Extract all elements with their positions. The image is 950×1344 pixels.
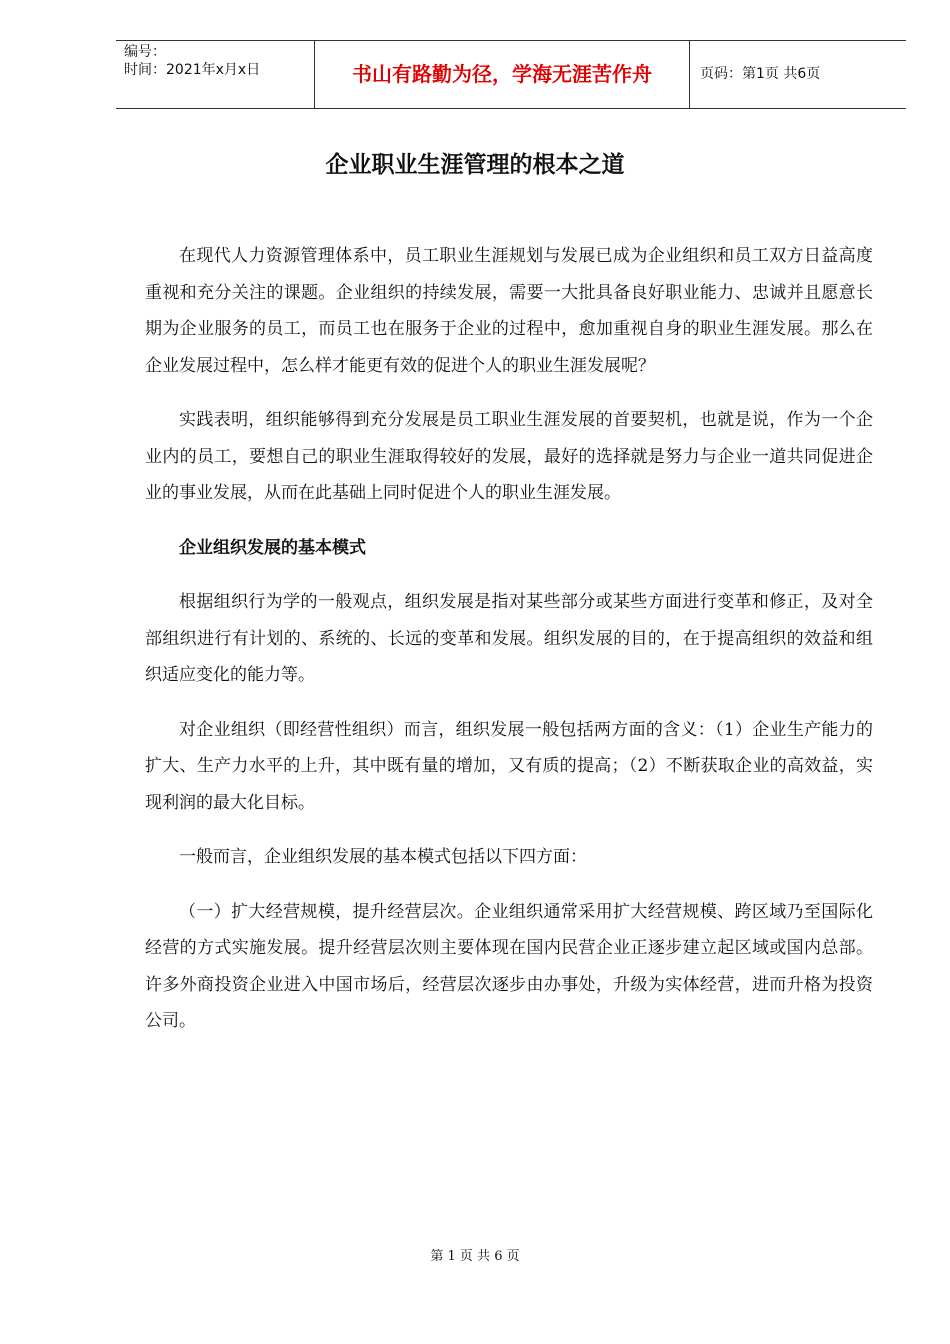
section-heading: 企业组织发展的基本模式 — [179, 537, 366, 558]
paragraph: （一）扩大经营规模，提升经营层次。企业组织通常采用扩大经营规模、跨区域乃至国际化经营的方式实施发展。提升经营层次则主要体现在国内民营企业正逐步建立起区域或国内总部。许多外商投资企业进入中国市场后，经营层次逐步由办事处，升级为实体经营，进而升格为投资公司。 — [145, 901, 873, 1031]
page-footer: 第 1 页 共 6 页 — [430, 1249, 520, 1264]
paragraph: 实践表明，组织能够得到充分发展是员工职业生涯发展的首要契机，也就是说，作为一个企业内的员工，要想自己的职业生涯取得较好的发展，最好的选择就是努力与企业一道共同促进企业的事业发展，从而在此基础上同时促进个人的职业生涯发展。 — [145, 410, 873, 503]
paragraph: 在现代人力资源管理体系中，员工职业生涯规划与发展已成为企业组织和员工双方日益高度重视和充分关注的课题。企业组织的持续发展，需要一大批具备良好职业能力、忠诚并且愿意长期为企业服务的员工，而员工也在服务于企业的过程中，愈加重视自身的职业生涯发展。那么在企业发展过程中，怎么样才能更有效的促进个人的职业生涯发展呢？ — [145, 246, 873, 376]
paragraph: 一般而言，企业组织发展的基本模式包括以下四方面： — [179, 847, 587, 867]
header-info-cell — [116, 41, 314, 108]
document-body — [145, 238, 873, 1058]
number-label: 编号： — [124, 44, 166, 60]
paragraph: 对企业组织（即经营性组织）而言，组织发展一般包括两方面的含义：（1）企业生产能力的扩大、生产力水平的上升，其中既有量的增加，又有质的提高；（2）不断获取企业的高效益，实现利润的最大化目标。 — [145, 719, 873, 813]
document-title: 企业职业生涯管理的根本之道 — [325, 152, 625, 178]
page-header — [116, 40, 906, 109]
time-label: 时间：2021年x月x日 — [124, 62, 261, 78]
header-motto: 书山有路勤为径，学海无涯苦作舟 — [314, 41, 690, 108]
paragraph: 根据组织行为学的一般观点，组织发展是指对某些部分或某些方面进行变革和修正，及对全部组织进行有计划的、系统的、长远的变革和发展。组织发展的目的，在于提高组织的效益和组织适应变化的能力等。 — [145, 592, 873, 685]
header-page-info: 页码：第1页 共6页 — [700, 66, 821, 82]
